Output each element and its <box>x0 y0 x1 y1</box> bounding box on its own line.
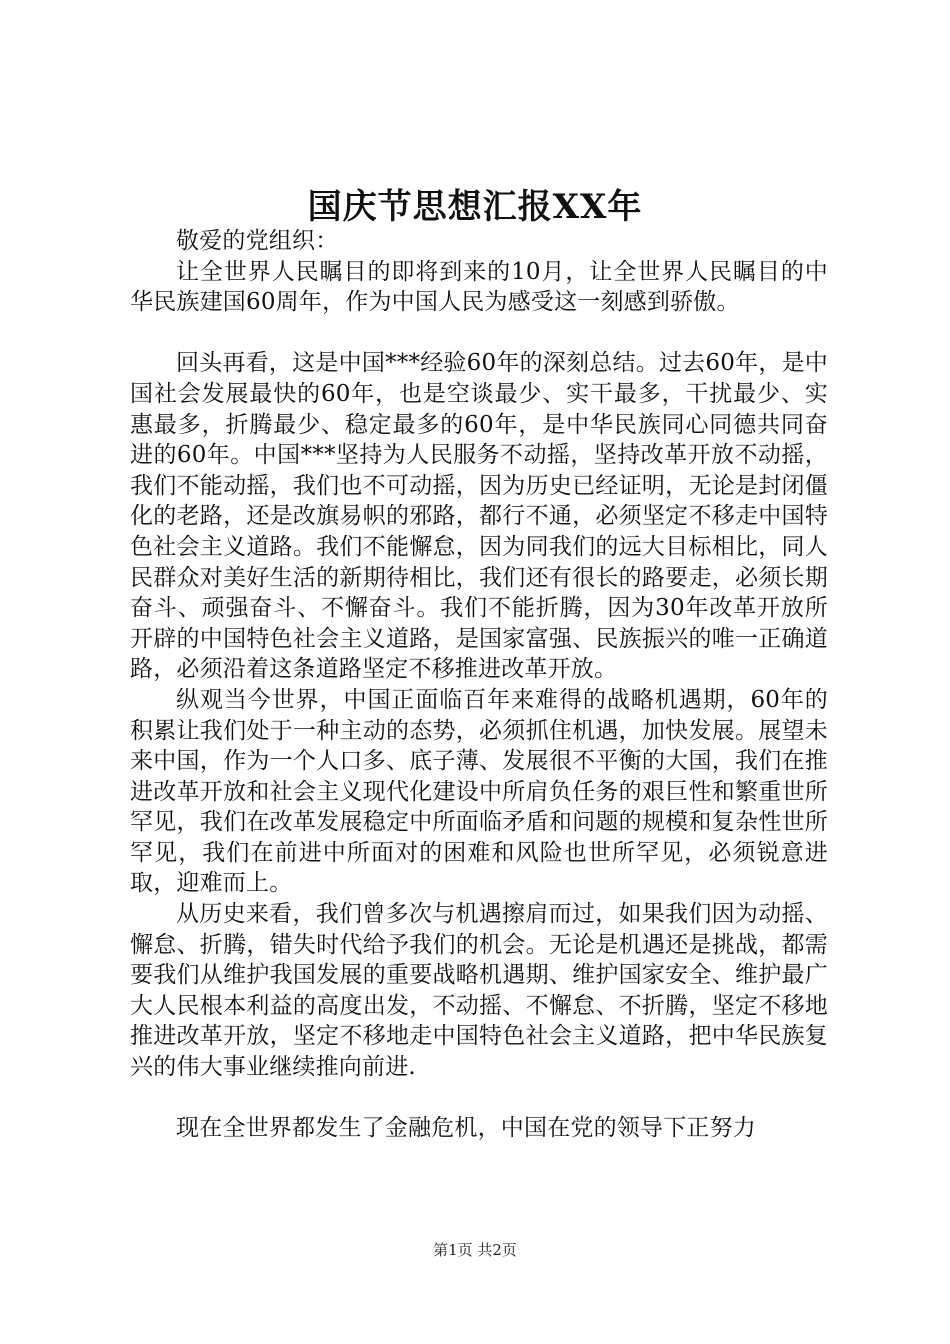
page-footer: 第1页 共2页 <box>433 1241 517 1259</box>
greeting-line: 敬爱的党组织： <box>176 228 339 254</box>
document-title: 国庆节思想汇报XX年 <box>307 187 643 227</box>
paragraph-2: 回头再看，这是中国***经验60年的深刻总结。过去60年，是中国社会发展最快的60年，也是空谈最少、实干最多，干扰最少、实惠最多，折腾最少、稳定最多的60年，是中华民族同心同德共同奋进的60年。中国***坚持为人民服务不动摇，坚持改革开放不动摇，我们不能动摇，我们也不可动摇，因为历史已经证明，无论是封闭僵化的老路，还是改旗易帜的邪路，都行不通，必须坚定不移走中国特色社会主义道路。我们不能懈怠，因为同我们的远大目标相比，同人民群众对美好生活的新期待相比，我们还有很长的路要走，必须长期奋斗、顽强奋斗、不懈奋斗。我们不能折腾，因为30年改革开放所开辟的中国特色社会主义道路，是国家富强、民族振兴的唯一正确道路，必须沿着这条道路坚定不移推进改革开放。 <box>130 350 828 683</box>
paragraph-4: 从历史来看，我们曾多次与机遇擦肩而过，如果我们因为动摇、懈怠、折腾，错失时代给予我们的机会。无论是机遇还是挑战，都需要我们从维护我国发展的重要战略机遇期、维护国家安全、维护最广大人民根本利益的高度出发，不动摇、不懈怠、不折腾，坚定不移地推进改革开放，坚定不移地走中国特色社会主义道路，把中华民族复兴的伟大事业继续推向前进. <box>130 901 828 1081</box>
paragraph-3: 纵观当今世界，中国正面临百年来难得的战略机遇期，60年的积累让我们处于一种主动的态势，必须抓住机遇，加快发展。展望未来中国，作为一个人口多、底子薄、发展很不平衡的大国，我们在推进改革开放和社会主义现代化建设中所肩负任务的艰巨性和繁重世所罕见，我们在改革发展稳定中所面临矛盾和问题的规模和复杂性世所罕见，我们在前进中所面对的困难和风险也世所罕见，必须锐意进取，迎难而上。 <box>130 686 828 897</box>
document-body <box>130 226 828 1144</box>
paragraph-1: 让全世界人民瞩目的即将到来的10月，让全世界人民瞩目的中华民族建国60周年，作为中国人民为感受这一刻感到骄傲。 <box>130 258 828 316</box>
paragraph-5: 现在全世界都发生了金融危机，中国在党的领导下正努力 <box>176 1115 756 1142</box>
